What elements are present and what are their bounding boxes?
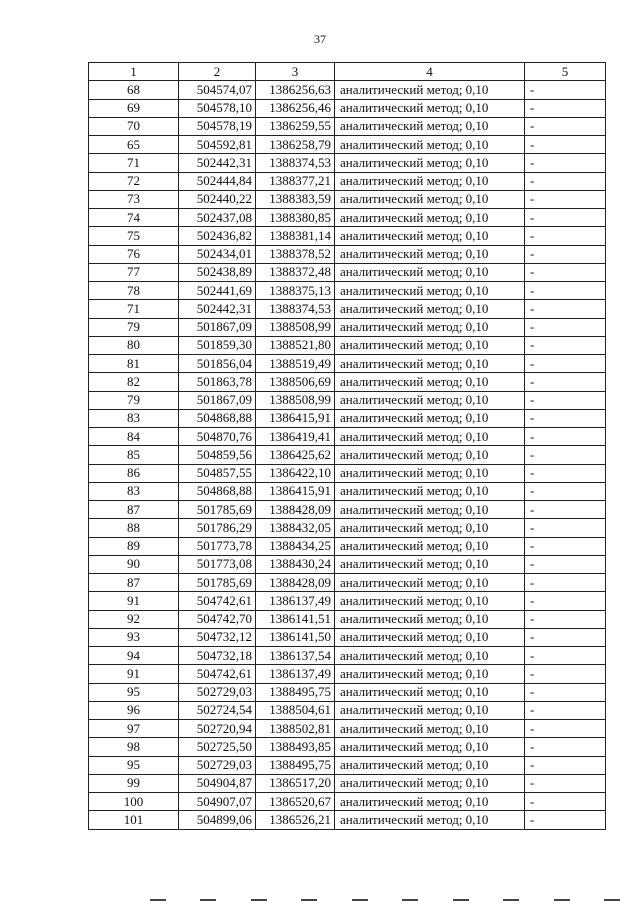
x-coordinate-cell: 501859,30	[179, 336, 256, 354]
note-cell: -	[525, 464, 606, 482]
point-number-cell: 70	[89, 117, 179, 135]
table-row	[89, 136, 606, 154]
method-accuracy-cell: аналитический метод; 0,10	[335, 720, 525, 738]
point-number-cell: 79	[89, 318, 179, 336]
note-cell: -	[525, 610, 606, 628]
y-coordinate-cell: 1386256,63	[256, 81, 335, 99]
note-cell: -	[525, 446, 606, 464]
x-coordinate-cell: 504732,18	[179, 647, 256, 665]
x-coordinate-cell: 504907,07	[179, 793, 256, 811]
x-coordinate-cell: 504742,61	[179, 665, 256, 683]
method-accuracy-cell: аналитический метод; 0,10	[335, 574, 525, 592]
point-number-cell: 92	[89, 610, 179, 628]
note-cell: -	[525, 628, 606, 646]
table-row	[89, 300, 606, 318]
point-number-cell: 83	[89, 482, 179, 500]
method-accuracy-cell: аналитический метод; 0,10	[335, 501, 525, 519]
scan-mark	[150, 899, 166, 901]
table-row	[89, 336, 606, 354]
point-number-cell: 89	[89, 537, 179, 555]
x-coordinate-cell: 502436,82	[179, 227, 256, 245]
x-coordinate-cell: 504870,76	[179, 428, 256, 446]
table-row	[89, 738, 606, 756]
y-coordinate-cell: 1386137,49	[256, 592, 335, 610]
note-cell: -	[525, 665, 606, 683]
y-coordinate-cell: 1388375,13	[256, 282, 335, 300]
y-coordinate-cell: 1386141,51	[256, 610, 335, 628]
y-coordinate-cell: 1388506,69	[256, 373, 335, 391]
point-number-cell: 86	[89, 464, 179, 482]
table-row	[89, 628, 606, 646]
note-cell: -	[525, 172, 606, 190]
point-number-cell: 100	[89, 793, 179, 811]
method-accuracy-cell: аналитический метод; 0,10	[335, 172, 525, 190]
point-number-cell: 88	[89, 519, 179, 537]
note-cell: -	[525, 263, 606, 281]
y-coordinate-cell: 1386415,91	[256, 482, 335, 500]
note-cell: -	[525, 190, 606, 208]
note-cell: -	[525, 355, 606, 373]
y-coordinate-cell: 1386258,79	[256, 136, 335, 154]
point-number-cell: 85	[89, 446, 179, 464]
method-accuracy-cell: аналитический метод; 0,10	[335, 81, 525, 99]
y-coordinate-cell: 1388377,21	[256, 172, 335, 190]
point-number-cell: 97	[89, 720, 179, 738]
point-number-cell: 68	[89, 81, 179, 99]
header-col-2: 2	[179, 63, 256, 81]
note-cell: -	[525, 81, 606, 99]
scan-mark	[604, 899, 620, 901]
point-number-cell: 77	[89, 263, 179, 281]
method-accuracy-cell: аналитический метод; 0,10	[335, 683, 525, 701]
y-coordinate-cell: 1388502,81	[256, 720, 335, 738]
y-coordinate-cell: 1388432,05	[256, 519, 335, 537]
y-coordinate-cell: 1386137,54	[256, 647, 335, 665]
point-number-cell: 73	[89, 190, 179, 208]
x-coordinate-cell: 504732,12	[179, 628, 256, 646]
table-row	[89, 555, 606, 573]
table-row	[89, 647, 606, 665]
method-accuracy-cell: аналитический метод; 0,10	[335, 336, 525, 354]
page-number: 37	[314, 32, 326, 46]
method-accuracy-cell: аналитический метод; 0,10	[335, 519, 525, 537]
note-cell: -	[525, 300, 606, 318]
x-coordinate-cell: 502729,03	[179, 683, 256, 701]
table-row	[89, 811, 606, 829]
y-coordinate-cell: 1386517,20	[256, 774, 335, 792]
point-number-cell: 90	[89, 555, 179, 573]
method-accuracy-cell: аналитический метод; 0,10	[335, 592, 525, 610]
table-row	[89, 774, 606, 792]
note-cell: -	[525, 701, 606, 719]
x-coordinate-cell: 504859,56	[179, 446, 256, 464]
method-accuracy-cell: аналитический метод; 0,10	[335, 446, 525, 464]
y-coordinate-cell: 1388508,99	[256, 391, 335, 409]
method-accuracy-cell: аналитический метод; 0,10	[335, 464, 525, 482]
method-accuracy-cell: аналитический метод; 0,10	[335, 282, 525, 300]
table-row	[89, 610, 606, 628]
method-accuracy-cell: аналитический метод; 0,10	[335, 355, 525, 373]
x-coordinate-cell: 501863,78	[179, 373, 256, 391]
point-number-cell: 79	[89, 391, 179, 409]
table-row	[89, 282, 606, 300]
x-coordinate-cell: 504742,61	[179, 592, 256, 610]
y-coordinate-cell: 1388519,49	[256, 355, 335, 373]
note-cell: -	[525, 117, 606, 135]
scan-mark	[301, 899, 317, 901]
x-coordinate-cell: 504904,87	[179, 774, 256, 792]
method-accuracy-cell: аналитический метод; 0,10	[335, 482, 525, 500]
x-coordinate-cell: 504574,07	[179, 81, 256, 99]
note-cell: -	[525, 318, 606, 336]
x-coordinate-cell: 501856,04	[179, 355, 256, 373]
point-number-cell: 95	[89, 756, 179, 774]
method-accuracy-cell: аналитический метод; 0,10	[335, 245, 525, 263]
method-accuracy-cell: аналитический метод; 0,10	[335, 409, 525, 427]
method-accuracy-cell: аналитический метод; 0,10	[335, 300, 525, 318]
method-accuracy-cell: аналитический метод; 0,10	[335, 555, 525, 573]
y-coordinate-cell: 1388428,09	[256, 574, 335, 592]
x-coordinate-cell: 501785,69	[179, 501, 256, 519]
y-coordinate-cell: 1388372,48	[256, 263, 335, 281]
x-coordinate-cell: 501785,69	[179, 574, 256, 592]
x-coordinate-cell: 502438,89	[179, 263, 256, 281]
point-number-cell: 71	[89, 154, 179, 172]
y-coordinate-cell: 1388493,85	[256, 738, 335, 756]
y-coordinate-cell: 1386137,49	[256, 665, 335, 683]
point-number-cell: 74	[89, 209, 179, 227]
y-coordinate-cell: 1388383,59	[256, 190, 335, 208]
method-accuracy-cell: аналитический метод; 0,10	[335, 99, 525, 117]
table-row	[89, 574, 606, 592]
method-accuracy-cell: аналитический метод; 0,10	[335, 647, 525, 665]
note-cell: -	[525, 99, 606, 117]
table-row	[89, 537, 606, 555]
table-row	[89, 501, 606, 519]
method-accuracy-cell: аналитический метод; 0,10	[335, 227, 525, 245]
method-accuracy-cell: аналитический метод; 0,10	[335, 756, 525, 774]
header-col-5: 5	[525, 63, 606, 81]
method-accuracy-cell: аналитический метод; 0,10	[335, 665, 525, 683]
method-accuracy-cell: аналитический метод; 0,10	[335, 793, 525, 811]
table-row	[89, 519, 606, 537]
scan-mark	[453, 899, 469, 901]
table-row	[89, 793, 606, 811]
method-accuracy-cell: аналитический метод; 0,10	[335, 774, 525, 792]
x-coordinate-cell: 504592,81	[179, 136, 256, 154]
method-accuracy-cell: аналитический метод; 0,10	[335, 701, 525, 719]
x-coordinate-cell: 502725,50	[179, 738, 256, 756]
note-cell: -	[525, 647, 606, 665]
method-accuracy-cell: аналитический метод; 0,10	[335, 628, 525, 646]
coordinates-table	[88, 62, 606, 830]
table-row	[89, 245, 606, 263]
method-accuracy-cell: аналитический метод; 0,10	[335, 263, 525, 281]
point-number-cell: 91	[89, 592, 179, 610]
point-number-cell: 84	[89, 428, 179, 446]
point-number-cell: 93	[89, 628, 179, 646]
note-cell: -	[525, 555, 606, 573]
x-coordinate-cell: 501867,09	[179, 391, 256, 409]
point-number-cell: 94	[89, 647, 179, 665]
scan-mark	[352, 899, 368, 901]
method-accuracy-cell: аналитический метод; 0,10	[335, 318, 525, 336]
method-accuracy-cell: аналитический метод; 0,10	[335, 391, 525, 409]
y-coordinate-cell: 1388380,85	[256, 209, 335, 227]
header-col-4: 4	[335, 63, 525, 81]
note-cell: -	[525, 756, 606, 774]
table-row	[89, 683, 606, 701]
scan-mark	[503, 899, 519, 901]
method-accuracy-cell: аналитический метод; 0,10	[335, 154, 525, 172]
table-row	[89, 592, 606, 610]
y-coordinate-cell: 1388434,25	[256, 537, 335, 555]
table-row	[89, 355, 606, 373]
note-cell: -	[525, 738, 606, 756]
point-number-cell: 71	[89, 300, 179, 318]
table-row	[89, 446, 606, 464]
point-number-cell: 78	[89, 282, 179, 300]
header-col-1: 1	[89, 63, 179, 81]
note-cell: -	[525, 720, 606, 738]
note-cell: -	[525, 428, 606, 446]
note-cell: -	[525, 227, 606, 245]
x-coordinate-cell: 504868,88	[179, 409, 256, 427]
note-cell: -	[525, 592, 606, 610]
table-row	[89, 701, 606, 719]
y-coordinate-cell: 1386419,41	[256, 428, 335, 446]
point-number-cell: 98	[89, 738, 179, 756]
y-coordinate-cell: 1388495,75	[256, 756, 335, 774]
table-row	[89, 209, 606, 227]
method-accuracy-cell: аналитический метод; 0,10	[335, 610, 525, 628]
note-cell: -	[525, 373, 606, 391]
table-row	[89, 154, 606, 172]
table-row	[89, 482, 606, 500]
method-accuracy-cell: аналитический метод; 0,10	[335, 373, 525, 391]
note-cell: -	[525, 136, 606, 154]
y-coordinate-cell: 1388374,53	[256, 154, 335, 172]
y-coordinate-cell: 1386141,50	[256, 628, 335, 646]
x-coordinate-cell: 504742,70	[179, 610, 256, 628]
point-number-cell: 76	[89, 245, 179, 263]
method-accuracy-cell: аналитический метод; 0,10	[335, 136, 525, 154]
x-coordinate-cell: 502437,08	[179, 209, 256, 227]
y-coordinate-cell: 1388430,24	[256, 555, 335, 573]
note-cell: -	[525, 774, 606, 792]
x-coordinate-cell: 502440,22	[179, 190, 256, 208]
note-cell: -	[525, 501, 606, 519]
table-header	[89, 63, 606, 81]
scan-mark	[554, 899, 570, 901]
x-coordinate-cell: 502444,84	[179, 172, 256, 190]
table-row	[89, 409, 606, 427]
note-cell: -	[525, 154, 606, 172]
point-number-cell: 75	[89, 227, 179, 245]
point-number-cell: 95	[89, 683, 179, 701]
note-cell: -	[525, 391, 606, 409]
point-number-cell: 87	[89, 501, 179, 519]
header-col-3: 3	[256, 63, 335, 81]
method-accuracy-cell: аналитический метод; 0,10	[335, 117, 525, 135]
y-coordinate-cell: 1388504,61	[256, 701, 335, 719]
y-coordinate-cell: 1388381,14	[256, 227, 335, 245]
scan-mark	[402, 899, 418, 901]
x-coordinate-cell: 501773,08	[179, 555, 256, 573]
table-row	[89, 318, 606, 336]
y-coordinate-cell: 1386256,46	[256, 99, 335, 117]
x-coordinate-cell: 504899,06	[179, 811, 256, 829]
note-cell: -	[525, 209, 606, 227]
table-row	[89, 665, 606, 683]
x-coordinate-cell: 502442,31	[179, 300, 256, 318]
x-coordinate-cell: 502441,69	[179, 282, 256, 300]
method-accuracy-cell: аналитический метод; 0,10	[335, 738, 525, 756]
point-number-cell: 80	[89, 336, 179, 354]
scan-mark	[200, 899, 216, 901]
scan-mark	[251, 899, 267, 901]
method-accuracy-cell: аналитический метод; 0,10	[335, 811, 525, 829]
table-body	[89, 81, 606, 829]
table-row	[89, 428, 606, 446]
y-coordinate-cell: 1386415,91	[256, 409, 335, 427]
method-accuracy-cell: аналитический метод; 0,10	[335, 209, 525, 227]
note-cell: -	[525, 519, 606, 537]
note-cell: -	[525, 482, 606, 500]
y-coordinate-cell: 1386422,10	[256, 464, 335, 482]
method-accuracy-cell: аналитический метод; 0,10	[335, 428, 525, 446]
table-row	[89, 720, 606, 738]
table-row	[89, 391, 606, 409]
note-cell: -	[525, 537, 606, 555]
method-accuracy-cell: аналитический метод; 0,10	[335, 537, 525, 555]
y-coordinate-cell: 1388428,09	[256, 501, 335, 519]
y-coordinate-cell: 1386259,55	[256, 117, 335, 135]
point-number-cell: 99	[89, 774, 179, 792]
table-row	[89, 99, 606, 117]
x-coordinate-cell: 504578,19	[179, 117, 256, 135]
note-cell: -	[525, 574, 606, 592]
y-coordinate-cell: 1388508,99	[256, 318, 335, 336]
footer-scan-marks	[150, 899, 620, 903]
point-number-cell: 83	[89, 409, 179, 427]
y-coordinate-cell: 1388521,80	[256, 336, 335, 354]
table-row	[89, 172, 606, 190]
table-row	[89, 464, 606, 482]
note-cell: -	[525, 811, 606, 829]
note-cell: -	[525, 409, 606, 427]
x-coordinate-cell: 504578,10	[179, 99, 256, 117]
point-number-cell: 72	[89, 172, 179, 190]
note-cell: -	[525, 793, 606, 811]
table-row	[89, 190, 606, 208]
x-coordinate-cell: 502724,54	[179, 701, 256, 719]
table-row	[89, 81, 606, 99]
y-coordinate-cell: 1388495,75	[256, 683, 335, 701]
table-row	[89, 263, 606, 281]
y-coordinate-cell: 1386520,67	[256, 793, 335, 811]
note-cell: -	[525, 683, 606, 701]
x-coordinate-cell: 501773,78	[179, 537, 256, 555]
x-coordinate-cell: 504857,55	[179, 464, 256, 482]
point-number-cell: 82	[89, 373, 179, 391]
x-coordinate-cell: 502442,31	[179, 154, 256, 172]
point-number-cell: 81	[89, 355, 179, 373]
point-number-cell: 96	[89, 701, 179, 719]
point-number-cell: 91	[89, 665, 179, 683]
y-coordinate-cell: 1388374,53	[256, 300, 335, 318]
table-row	[89, 227, 606, 245]
table-row	[89, 373, 606, 391]
y-coordinate-cell: 1386526,21	[256, 811, 335, 829]
table-row	[89, 117, 606, 135]
point-number-cell: 87	[89, 574, 179, 592]
x-coordinate-cell: 502729,03	[179, 756, 256, 774]
y-coordinate-cell: 1388378,52	[256, 245, 335, 263]
x-coordinate-cell: 501786,29	[179, 519, 256, 537]
table-row	[89, 756, 606, 774]
note-cell: -	[525, 282, 606, 300]
point-number-cell: 101	[89, 811, 179, 829]
note-cell: -	[525, 245, 606, 263]
point-number-cell: 65	[89, 136, 179, 154]
header-row	[89, 63, 606, 81]
x-coordinate-cell: 504868,88	[179, 482, 256, 500]
x-coordinate-cell: 502434,01	[179, 245, 256, 263]
x-coordinate-cell: 502720,94	[179, 720, 256, 738]
y-coordinate-cell: 1386425,62	[256, 446, 335, 464]
x-coordinate-cell: 501867,09	[179, 318, 256, 336]
note-cell: -	[525, 336, 606, 354]
point-number-cell: 69	[89, 99, 179, 117]
method-accuracy-cell: аналитический метод; 0,10	[335, 190, 525, 208]
